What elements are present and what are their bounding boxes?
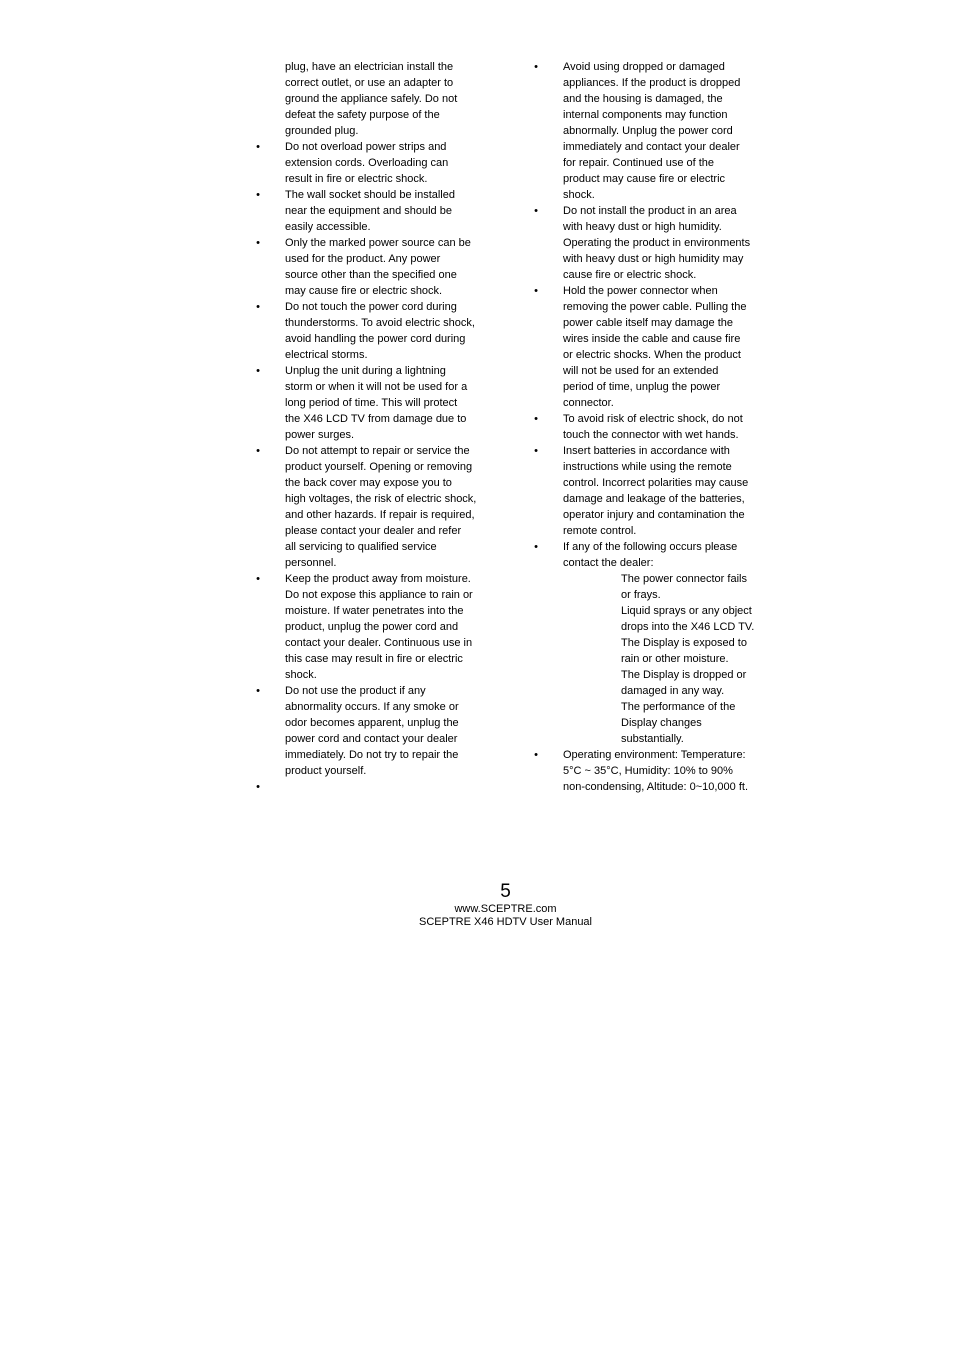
list-item-text: Do not overload power strips and extension cords. Overloading can result in fire or electric shock.	[285, 141, 449, 185]
bullet-icon: •	[534, 61, 538, 73]
website-link[interactable]: www.SCEPTRE.com	[454, 903, 557, 915]
bullet-icon: •	[256, 365, 260, 377]
list-item	[256, 187, 485, 235]
operating-environment-item	[534, 747, 763, 795]
bullet-icon: •	[534, 285, 538, 297]
list-item-text: Do not install the product in an area with heavy dust or high humidity. Operating the product in environments with heavy dust or high humidity may cause fire or electric shock.	[563, 205, 751, 281]
list-item	[256, 299, 485, 363]
list-item	[534, 59, 763, 203]
dealer-condition: Liquid sprays or any object drops into the X46 LCD TV.	[621, 605, 755, 633]
bullet-icon: •	[256, 141, 260, 153]
page-number: 5	[500, 881, 511, 902]
left-column	[256, 59, 485, 795]
list-item-text: Operating environment: Temperature: 5°C ~ 35°C, Humidity: 10% to 90% non-condensing, Altitude: 0~10,000 ft.	[563, 749, 749, 793]
bullet-icon: •	[534, 749, 538, 761]
list-item	[256, 363, 485, 443]
bullet-icon: •	[534, 445, 538, 457]
list-item-text: Keep the product away from moisture. Do not expose this appliance to rain or moisture. If water penetrates into the product, unplug the power cord and contact your dealer. Continuous use in this case may result in fire or electric shock.	[285, 573, 473, 681]
list-item-text: Avoid using dropped or damaged appliances. If the product is dropped and the housing is damaged, the internal components may function abnormally. Unplug the power cord immediately and contact your dealer for repair. Continued use of the product may cause fire or electric shock.	[563, 61, 741, 201]
bullet-icon: •	[256, 301, 260, 313]
list-item	[256, 571, 485, 683]
list-item	[256, 139, 485, 187]
dealer-condition: The power connector fails or frays.	[621, 573, 747, 601]
list-item-text: Only the marked power source can be used for the product. Any power source other than the specified one may cause fire or electric shock.	[285, 237, 471, 297]
bullet-icon: •	[256, 781, 260, 793]
dealer-conditions-list	[621, 571, 763, 747]
dealer-condition: The performance of the Display changes substantially.	[621, 701, 736, 745]
list-item-text: To avoid risk of electric shock, do not touch the connector with wet hands.	[563, 413, 743, 441]
bullet-icon: •	[534, 541, 538, 553]
list-item	[256, 235, 485, 299]
list-item	[534, 203, 763, 283]
list-item	[534, 443, 763, 539]
list-item-text: The wall socket should be installed near the equipment and should be easily accessible.	[285, 189, 455, 233]
bullet-icon: •	[256, 685, 260, 697]
right-column	[534, 59, 763, 571]
list-item-text: Unplug the unit during a lightning storm or when it will not be used for a long period of time. This will protect the X46 LCD TV from damage due to power surges.	[285, 365, 468, 441]
continuation-text: plug, have an electrician install the correct outlet, or use an adapter to ground the appliance safely. Do not defeat the safety purpose of the grounded plug.	[285, 61, 458, 137]
list-item-text: Do not use the product if any abnormality occurs. If any smoke or odor becomes apparent, unplug the power cord and contact your dealer immediately. Do not try to repair the product yourself.	[285, 685, 459, 777]
list-item	[256, 683, 485, 779]
list-item	[256, 443, 485, 571]
bullet-icon: •	[534, 205, 538, 217]
list-item-text: Do not touch the power cord during thunderstorms. To avoid electric shock, avoid handling the power cord during electrical storms.	[285, 301, 475, 361]
list-item-text: Insert batteries in accordance with instructions while using the remote control. Incorrect polarities may cause damage and leakage of the batteries, operator injury and contamination the remote control.	[563, 445, 749, 537]
manual-title: SCEPTRE X46 HDTV User Manual	[419, 916, 592, 928]
list-item	[534, 539, 763, 571]
list-item-text: Do not attempt to repair or service the product yourself. Opening or removing the back cover may expose you to high voltages, the risk of electric shock, and other hazards. If repair is required, please contact your dealer and refer all servicing to qualified service personnel.	[285, 445, 477, 569]
bullet-icon: •	[256, 573, 260, 585]
list-item	[534, 283, 763, 411]
bullet-icon: •	[256, 189, 260, 201]
dealer-condition: The Display is exposed to rain or other moisture.	[621, 637, 747, 665]
list-item-text: Hold the power connector when removing the power cable. Pulling the power cable itself may damage the wires inside the cable and cause fire or electric shocks. When the product will not be used for an extended period of time, unplug the power connector.	[563, 285, 747, 409]
bullet-icon: •	[256, 237, 260, 249]
bullet-icon: •	[256, 445, 260, 457]
bullet-icon: •	[534, 413, 538, 425]
list-item	[534, 747, 763, 795]
list-item	[534, 411, 763, 443]
list-item-empty	[256, 779, 485, 795]
list-item-text: If any of the following occurs please contact the dealer:	[563, 541, 738, 569]
dealer-condition: The Display is dropped or damaged in any way.	[621, 669, 747, 697]
